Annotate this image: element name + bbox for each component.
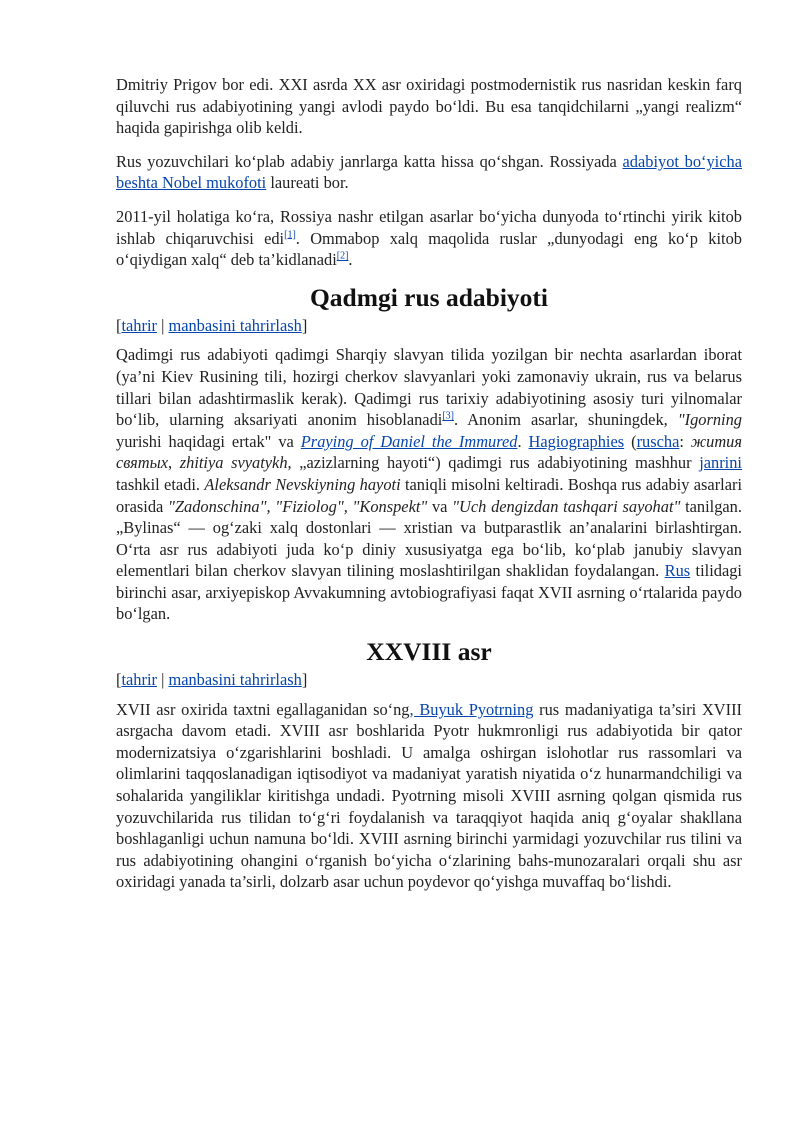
intro-paragraph-2	[116, 151, 742, 194]
ruscha-link[interactable]: ruscha	[636, 431, 680, 451]
edit-source-link[interactable]: manbasini tahrirlash	[168, 670, 302, 690]
section-edit-links	[116, 315, 742, 337]
paragraph-text: tilidagi birinchi asar, arxiyepiskop Avvakumning avtobiografiyasi faqat XVII asrning o‘rtalarida paydo bo‘lgan.	[116, 561, 742, 624]
paragraph-text: tanilgan. „Bylinas“ — og‘zaki xalq dostonlari — xristian va butparastlik an’analarini birlashtirgan. O‘rta asr rus adabiyoti juda ko‘p diniy xususiyatga ega bo‘lib, ko‘plab janubiy slavyan elementlari bilan cherkov slavyan tilining moslashtirilgan shaklidan foydalangan.	[116, 496, 742, 581]
century-paragraph	[116, 699, 742, 893]
italic-title: zhitiya svyatykh	[179, 453, 288, 473]
intro-paragraph-1	[116, 74, 742, 139]
bracket: ]	[301, 315, 308, 335]
janrini-link[interactable]: janrini	[699, 453, 742, 473]
italic-title: "Zadonschina", "Fiziolog", "Konspekt"	[168, 496, 428, 516]
buyuk-pyotr-link[interactable]: , Buyuk Pyotrning	[409, 699, 534, 719]
paragraph-text: yurishi haqidagi ertak" va	[116, 431, 301, 451]
reference-link-2[interactable]: [2]	[336, 250, 349, 262]
intro-paragraph-3	[116, 206, 742, 271]
edit-link[interactable]: tahrir	[121, 315, 157, 335]
paragraph-text: Dmitriy Prigov bor edi. XXI asrda XX asr oxiridagi postmodernistik rus nasridan keskin farq qiluvchi rus adabiyotining yangi avlodi paydo bo‘ldi. Bu esa tanqidchilarni „yangi realizm“ haqida gapirishga olib keldi.	[116, 75, 742, 138]
hagiographies-link[interactable]: Hagiographies	[528, 431, 625, 451]
italic-title: "Igorning	[677, 410, 742, 430]
bracket: ]	[301, 670, 308, 690]
paragraph-text: ,	[168, 453, 180, 473]
italic-title: жития святых	[116, 431, 742, 473]
rus-link[interactable]: Rus	[664, 561, 691, 581]
edit-source-link[interactable]: manbasini tahrirlash	[168, 315, 302, 335]
paragraph-text: rus madaniyatiga ta’siri XVIII asrgacha davom etadi. XVIII asr boshlarida Pyotr hukmronligi rus adabiyotida bir qator modernizatsiya o‘zgarishlarini boshladi. U amalga oshirgan islohotlar rus rassomlari va olimlarini taqqoslanadigan iqtisodiyot va madaniyat yaratish niyatida o‘z hunarmandchiligi va sohalarida yangiliklar kiritishga undadi. Pyotrning misoli XVIII asrning qolgan qismida rus yozuvchilarida rus tilidan to‘g‘ri foydalanish va taraqqiyot haqida aniq g‘oyalar shakllana boshlaganligi uchun namuna bo‘ldi. XVIII asrning birinchi yarmidagi yozuvchilar rus tilini va rus adabiyotining ohangini o‘rganish bo‘yicha o‘zlarining bahs-munozaralari orqali shu asr oxiridagi yanada ta’sirli, dolzarb asar uchun poydevor qo‘yishga muvaffaq bo‘lishdi.	[116, 699, 742, 892]
paragraph-text: . Ommabop xalq maqolida ruslar „dunyodagi eng ko‘p kitob o‘qiydigan xalq“ deb ta’kidlanadi	[116, 228, 742, 270]
paragraph-text: va	[427, 496, 453, 516]
paragraph-text: , „azizlarning hayoti“) qadimgi rus adabiyotining mashhur	[287, 453, 700, 473]
paragraph-text: taniqli misolni keltiradi. Boshqa rus adabiy asarlari orasida	[116, 474, 743, 516]
italic-title: Aleksandr Nevskiyning hayoti	[204, 474, 401, 494]
section-edit-links	[116, 669, 742, 691]
paragraph-text: XVII asr oxirida taxtni egallaganidan so‘ng	[116, 699, 410, 719]
paragraph-text: . Anonim asarlar, shuningdek,	[454, 410, 678, 430]
nobel-link[interactable]: adabiyot bo‘yicha beshta Nobel mukofoti	[116, 151, 742, 193]
paragraph-text: .	[348, 250, 353, 270]
link-text: Praying of Daniel the Immured	[300, 431, 518, 451]
paragraph-text: :	[679, 431, 691, 451]
praying-daniel-link[interactable]	[301, 432, 518, 451]
paragraph-text: Rus yozuvchilari ko‘plab adabiy janrlarga katta hissa qo‘shgan. Rossiyada	[116, 151, 623, 171]
paragraph-text: tashkil etadi.	[116, 474, 205, 494]
paragraph-text: (	[624, 431, 637, 451]
paragraph-text: Qadimgi rus adabiyoti qadimgi Sharqiy slavyan tilida yozilgan bir nechta asarlardan iborat (ya’ni Kiev Rusining tili, hozirgi cherkov slavyanlari yoki zamonaviy ukrain, rus va belarus tillari bilan adashtirmaslik kerak). Qadimgi rus tarixiy adabiyotining asosiy turi yilnomalar bo‘lib, ularning aksariyati anonim hisoblanadi	[116, 345, 742, 430]
section-heading-old-russian: Qadmgi rus adabiyoti	[309, 282, 549, 312]
paragraph-text: 2011-yil holatiga ko‘ra, Rossiya nashr etilgan asarlar bo‘yicha dunyoda to‘rtinchi yirik kitob ishlab chiqaruvchisi edi	[116, 206, 742, 248]
old-russian-paragraph	[116, 344, 742, 625]
paragraph-text: .	[517, 431, 529, 451]
bracket: [	[116, 315, 122, 335]
bracket: [	[116, 670, 122, 690]
separator: |	[156, 670, 169, 690]
reference-link-1[interactable]: [1]	[284, 229, 296, 241]
separator: |	[156, 315, 169, 335]
section-heading-century: XXVIII asr	[366, 637, 492, 667]
edit-link[interactable]: tahrir	[121, 670, 157, 690]
article-body	[116, 74, 742, 905]
paragraph-text: laureati bor.	[266, 173, 349, 193]
italic-title: "Uch dengizdan tashqari sayohat"	[452, 496, 681, 516]
reference-link-3[interactable]: [3]	[442, 410, 455, 422]
